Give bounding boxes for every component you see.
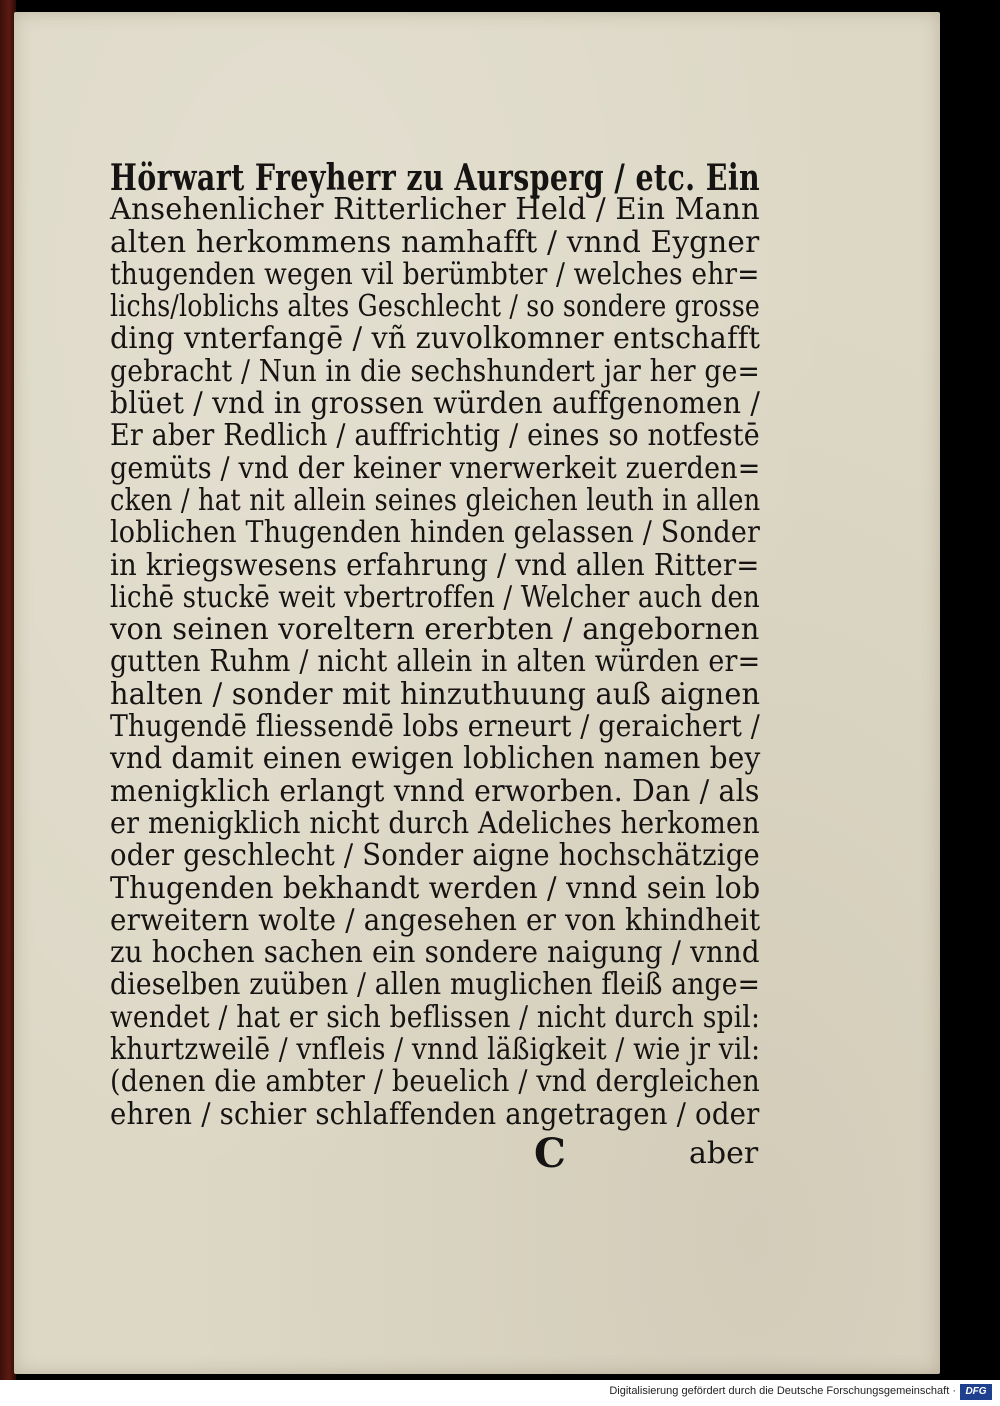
text-line: lichs/loblichs altes Geschlecht / so sondere grosse [110, 289, 760, 325]
text-line: zu hochen sachen ein sondere naigung / vnnd [110, 935, 760, 971]
text-block [110, 157, 761, 1132]
text-line: Thugenden bekhandt werden / vnnd sein lob [110, 870, 761, 906]
text-line: Er aber Redlich / auffrichtig / eines so notfestē [110, 418, 760, 454]
dfg-logo-icon: DFG [960, 1384, 992, 1400]
signature-mark: C [534, 1130, 566, 1177]
text-line: er menigklich nicht durch Adeliches herkomen [110, 805, 760, 841]
text-line: khurtzweilē / vnfleis / vnnd läßigkeit / wie jr vil: [110, 1032, 761, 1068]
text-line: gebracht / Nun in die sechshundert jar her ge= [110, 353, 760, 389]
heading-line: Hörwart Freyherr zu Aursperg / etc. Ein [110, 157, 761, 199]
funding-credit: Digitalisierung gefördert durch die Deutsche Forschungsgemeinschaft · [609, 1385, 956, 1397]
text-line: menigklich erlangt vnnd erworben. Dan / als [110, 773, 760, 809]
text-line: erweitern wolte / angesehen er von khindheit [110, 902, 761, 938]
catchword: aber [689, 1136, 759, 1171]
text-line: dieselben zuüben / allen muglichen fleiß ange= [110, 967, 761, 1003]
text-line: lichē stuckē weit vbertroffen / Welcher auch den [110, 579, 760, 615]
text-line: ehren / schier schlaffenden angetragen / oder [110, 1096, 760, 1132]
text-line: Thugendē fliessendē lobs erneurt / geraichert / [110, 709, 760, 745]
text-line: loblichen Thugenden hinden gelassen / Sonder [110, 515, 761, 551]
text-line: wendet / hat er sich beflissen / nicht durch spil: [110, 999, 761, 1035]
text-line: cken / hat nit allein seines gleichen leuth in allen [110, 482, 761, 518]
text-line: ding vnterfangē / vñ zuvolkomner entschafft [110, 321, 761, 357]
text-line: halten / sonder mit hinzuthuung auß aignen [110, 676, 761, 712]
footer-bar [0, 1380, 1000, 1406]
text-line: alten herkommens namhafft / vnnd Eygner [110, 224, 760, 260]
text-line: oder geschlecht / Sonder aigne hochschätzige [110, 838, 760, 874]
text-line: vnd damit einen ewigen loblichen namen bey [110, 741, 761, 777]
text-line: thugenden wegen vil berümbter / welches ehr= [110, 256, 760, 292]
text-line: in kriegswesens erfahrung / vnd allen Ritter= [110, 547, 760, 583]
text-line: (denen die ambter / beuelich / vnd dergleichen [110, 1064, 760, 1100]
text-line: gutten Ruhm / nicht allein in alten würden er= [110, 644, 761, 680]
book-page [14, 12, 940, 1374]
text-line: gemüts / vnd der keiner vnerwerkeit zuerden= [110, 450, 761, 486]
text-line: von seinen voreltern ererbten / angebornen [110, 612, 760, 648]
text-line: blüet / vnd in grossen würden auffgenomen / [110, 386, 761, 422]
text-line: Ansehenlicher Ritterlicher Held / Ein Mann [110, 192, 760, 228]
